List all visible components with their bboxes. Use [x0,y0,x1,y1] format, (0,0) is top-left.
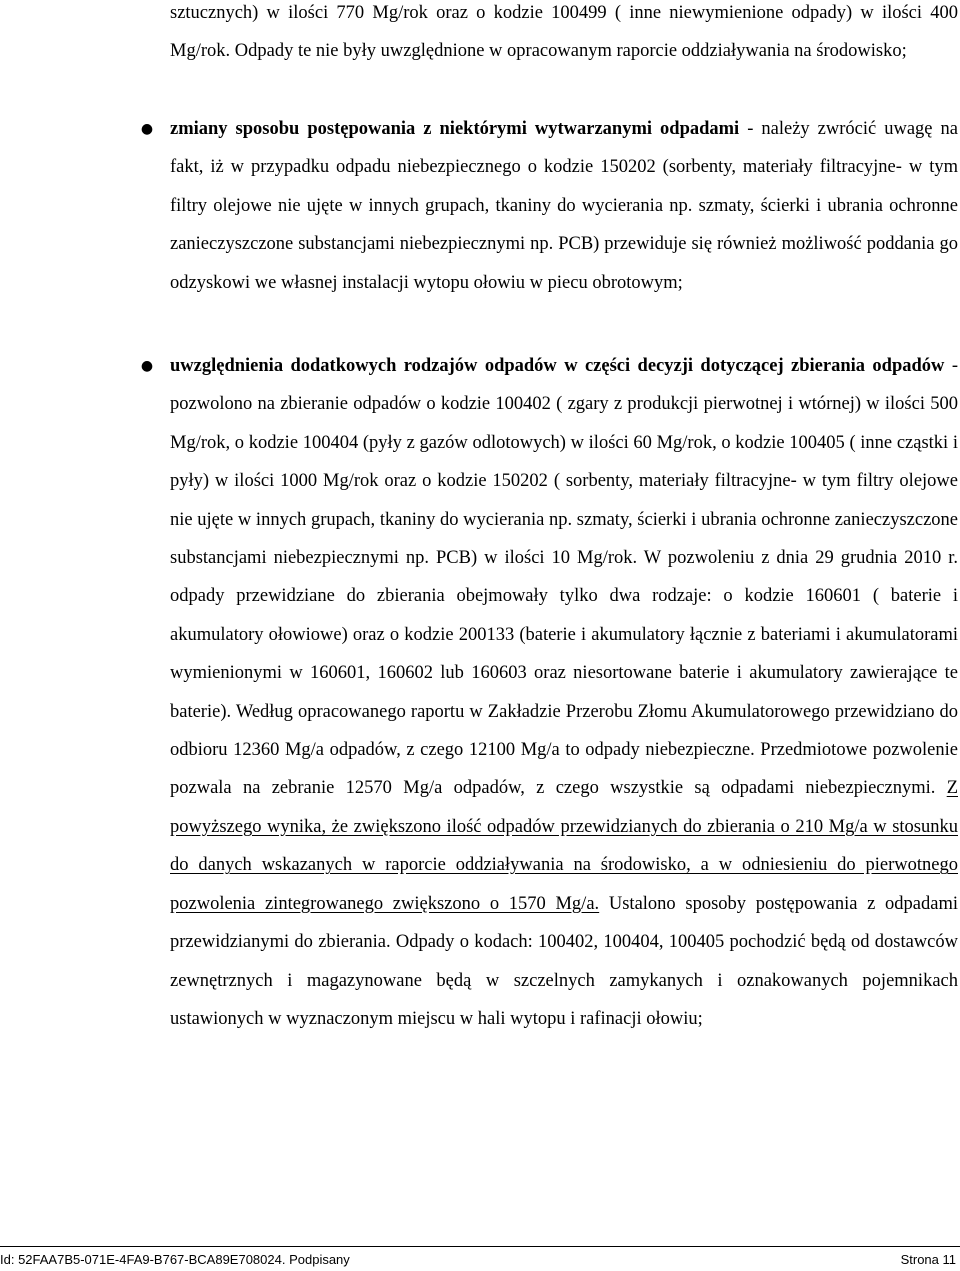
bullet-lead-text: zmiany sposobu postępowania z niektórymi wytwarzanymi odpadami [170,119,740,139]
bullet-lead-text: uwzględnienia dodatkowych rodzajów odpadów w części decyzji dotyczącej zbierania odpadów [170,356,945,376]
bullet-body-text: - należy zwrócić uwagę na fakt, iż w przypadku odpadu niebezpiecznego o kodzie 150202 (sorbenty, materiały filtracyjne- w tym filtry olejowe nie ujęte w innych grupach, tkaniny do wycierania np. szmaty, ścierki i ubrania ochronne zanieczyszczone substancjami niebezpiecznymi np. PCB) przewiduje się również możliwość poddania go odzyskowi we własnej instalacji wytopu ołowiu w piecu obrotowym; [170,119,958,293]
bullet-dot-icon: ● [140,358,154,374]
continuation-paragraph: sztucznych) w ilości 770 Mg/rok oraz o kodzie 100499 ( inne niewymienione odpady) w ilości 400 Mg/rok. Odpady te nie były uwzględnione w opracowanym raporcie oddziaływania na środowisko; [170,3,958,62]
footer-divider [0,1246,960,1247]
bullet-item-additional-waste [140,347,958,1038]
bullet-body-text-after: Ustalono sposoby postępowania z odpadami przewidzianymi do zbierania. Odpady o kodach: 100402, 100404, 100405 pochodzić będą od dostawców zewnętrznych i magazynowane będą w szczelnych zamykanych i oznakowanych pojemnikach ustawionych w wyznaczonym miejscu w hali wytopu i rafinacji ołowiu; [170,893,958,1029]
bullet-body-text: - pozwolono na zbieranie odpadów o kodzie 100402 ( zgary z produkcji pierwotnej i wtórnej) w ilości 500 Mg/rok, o kodzie 100404 (pyły z gazów odlotowych) w ilości 60 Mg/rok, o kodzie 100405 ( inne cząstki i pyły) w ilości 1000 Mg/rok oraz o kodzie 150202 ( sorbenty, materiały filtracyjne- w tym filtry olejowe nie ujęte w innych grupach, tkaniny do wycierania np. szmaty, ścierki i ubrania ochronne zanieczyszczone substancjami niebezpiecznymi np. PCB) w ilości 10 Mg/rok. W pozwoleniu z dnia 29 grudnia 2010 r. odpady przewidziane do zbierania obejmowały tylko dwa rodzaje: o kodzie 160601 ( baterie i akumulatory ołowiowe) oraz o kodzie 200133 (baterie i akumulatory łącznie z bateriami i akumulatorami wymienionymi w 160601, 160602 lub 160603 oraz niesortowane baterie i akumulatory zawierające te baterie). Według opracowanego raportu w Zakładzie Przerobu Złomu Akumulatorowego przewidziano do odbioru 12360 Mg/a odpadów, z czego 12100 Mg/a to odpady niebezpieczne. Przedmiotowe pozwolenie pozwala na zebranie 12570 Mg/a odpadów, z czego wszystkie są odpadami niebezpiecznymi. [170,356,958,799]
footer-page-number: Strona 11 [900,1252,956,1267]
bullet-item-sorting-change [140,110,958,302]
underlined-conclusion: Z powyższego wynika, że zwiększono ilość odpadów przewidzianych do zbierania o 210 Mg/a w stosunku do danych wskazanych w raporcie oddziaływania na środowisko, a w odniesieniu do pierwotnego pozwolenia zintegrowanego zwiększono o 1570 Mg/a. [170,778,958,914]
footer-document-id: Id: 52FAA7B5-071E-4FA9-B767-BCA89E708024. Podpisany [0,1252,350,1267]
bullet-dot-icon: ● [140,121,154,137]
